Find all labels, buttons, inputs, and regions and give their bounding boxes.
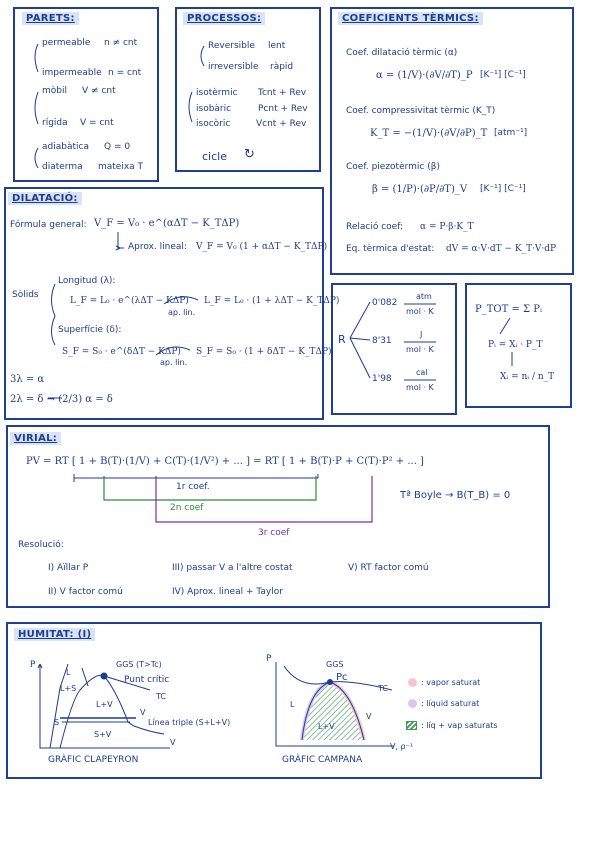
coef-3-bracket — [156, 476, 372, 522]
superficie-formula: S_F = S₀ · e^(δΔT − KΔP) — [62, 347, 181, 357]
r-unit-top: J — [420, 330, 423, 339]
humitat-title: HUMITAT: (I) — [14, 628, 95, 641]
coef-2-bracket — [104, 476, 316, 500]
r-unit-top: cal — [416, 368, 428, 377]
piezo-coef-formula: β = (1/P)·(∂P/∂T)_V — [372, 184, 468, 195]
coeficients-title: COEFICIENTS TÈRMICS: — [338, 12, 483, 25]
aprox-lineal-label: Aprox. lineal: — [128, 242, 187, 252]
eq-estat-formula: dV = α·V·dT − K_T·V·dP — [446, 244, 557, 254]
resolucio-step: II) V factor comú — [48, 587, 123, 597]
parets-item-expr: V ≠ cnt — [82, 86, 116, 96]
resolucio-label: Resolució: — [18, 540, 64, 550]
parets-item-label: permeable — [42, 38, 91, 48]
resolucio-step: I) Aïllar P — [48, 563, 89, 573]
r-unit-bottom: mol · K — [406, 383, 434, 392]
r-value: 1'98 — [372, 374, 392, 384]
resolucio-step: III) passar V a l'altre costat — [172, 563, 293, 573]
dilatacio-coef-label: Coef. dilatació tèrmic (α) — [346, 48, 458, 58]
campana-region-l: L — [290, 700, 295, 709]
compress-coef-units: [atm⁻¹] — [494, 128, 528, 138]
processos-item-expr: lent — [268, 41, 286, 51]
processos-item-expr: Pcnt + Rev — [258, 104, 308, 114]
formula-general-label: Fórmula general: — [10, 220, 87, 230]
longitud-lin-formula: L_F = L₀ · (1 + λΔT − K_TΔP) — [204, 296, 340, 306]
xi-formula: Xᵢ = nᵢ / n_T — [500, 372, 555, 382]
processos-title: PROCESSOS: — [183, 12, 265, 25]
campana-tc: TC — [378, 684, 389, 693]
processos-bracket — [201, 46, 204, 66]
r-value: 8'31 — [372, 336, 392, 346]
processos-item-label: irreversible — [208, 62, 259, 72]
parets-bracket — [35, 44, 38, 72]
clapeyron-ggs: GGS (T>Tc) — [116, 660, 162, 669]
solids-label: Sòlids — [12, 290, 39, 300]
solids-bracket — [52, 284, 56, 345]
parets-item-expr: mateixa T — [98, 162, 144, 172]
parets-item-expr: Q = 0 — [104, 142, 131, 152]
piezo-coef-units: [K⁻¹] [C⁻¹] — [480, 184, 526, 194]
boyle-temperature: Tª Boyle → B(T_B) = 0 — [400, 490, 511, 501]
relacio-formula: α = P·β·K_T — [420, 222, 474, 232]
resolucio-step: IV) Aprox. lineal + Taylor — [172, 587, 283, 597]
dilatacio-title: DILATACIÓ: — [8, 192, 82, 205]
legend-mix: : líq + vap saturats — [421, 721, 498, 730]
campana-ggs: GGS — [326, 660, 344, 669]
linia-triple: Línea triple (S+L+V) — [148, 718, 231, 727]
processos-item-expr: Tcnt + Rev — [258, 88, 307, 98]
r-symbol: R — [338, 333, 346, 346]
ap-lin-label: ap. lin. — [160, 358, 188, 367]
campana-axis-p: P — [266, 654, 272, 664]
parets-item-expr: n ≠ cnt — [104, 38, 138, 48]
pi-formula: Pᵢ = Xᵢ · P_T — [488, 340, 543, 350]
parets-bracket — [35, 92, 38, 124]
region-sv: S+V — [94, 730, 112, 739]
parets-item-label: diaterma — [42, 162, 83, 172]
r-value: 0'082 — [372, 298, 398, 308]
longitud-formula: L_F = L₀ · e^(λΔT − KΔP) — [70, 296, 189, 306]
region-l: L — [66, 668, 71, 677]
region-s: S — [54, 718, 60, 727]
ap-lin-arrow — [156, 347, 190, 355]
campana-diagram — [276, 662, 394, 746]
coef-2-label: 2n coef — [170, 503, 204, 513]
processos-item-expr: Vcnt + Rev — [256, 119, 307, 129]
aprox-arrow — [118, 232, 124, 248]
clapeyron-tc: TC — [156, 692, 167, 701]
parets-item-label: impermeable — [42, 68, 102, 78]
processos-item-label: cicle — [202, 150, 227, 163]
parets-item-expr: V = cnt — [80, 118, 114, 128]
clapeyron-punt-critic: Punt crític — [124, 675, 170, 685]
parets-title: PARETS: — [22, 12, 79, 25]
campana-region-v: V — [366, 712, 372, 721]
coef-3-label: 3r coef — [258, 528, 290, 538]
ap-lin-arrow — [164, 297, 198, 304]
region-v: V — [140, 708, 146, 717]
pressio-arrow — [500, 318, 510, 334]
region-ls: L+S — [60, 684, 77, 693]
region-lv: L+V — [96, 700, 113, 709]
longitud-label: Longitud (λ): — [58, 276, 116, 286]
r-unit-bottom: mol · K — [406, 307, 434, 316]
resolucio-step: V) RT factor comú — [348, 563, 429, 573]
campana-axis-v: V, ρ⁻¹ — [390, 742, 414, 751]
campana-pc: Pc — [336, 672, 348, 683]
superficie-label: Superfície (δ): — [58, 325, 122, 335]
clapeyron-axis-p: P — [30, 660, 36, 670]
superficie-lin-formula: S_F = S₀ · (1 + δΔT − K_TΔP) — [196, 347, 332, 357]
ptot-formula: P_TOT = Σ Pᵢ — [475, 304, 542, 315]
eq-estat-label: Eq. tèrmica d'estat: — [346, 244, 435, 254]
parets-item-label: adiabàtica — [42, 142, 89, 152]
coef-1-bracket — [74, 474, 318, 482]
processos-item-label: isotèrmic — [196, 88, 238, 98]
relacio-label: Relació coef: — [346, 222, 404, 232]
punt-critic-dot — [101, 673, 108, 680]
virial-formula: PV = RT [ 1 + B(T)·(1/V) + C(T)·(1/V²) + ... ] = RT [ 1 + B(T)·P + C(T)·P² + ... ] — [26, 456, 424, 467]
r-unit-bottom: mol · K — [406, 345, 434, 354]
campana-caption: GRÀFIC CAMPANA — [282, 755, 363, 765]
dilatacio-coef-formula: α = (1/V)·(∂V/∂T)_P — [376, 70, 473, 81]
legend-vapor: : vapor saturat — [421, 678, 481, 687]
relation-lambda-alpha: 3λ = α — [10, 374, 45, 385]
formula-general: V_F = V₀ · e^(αΔT − K_TΔP) — [94, 218, 240, 229]
aprox-lineal-formula: V_F = V₀ (1 + αΔT − K_TΔP) — [196, 242, 328, 252]
compress-coef-label: Coef. compressivitat tèrmic (K_T) — [346, 106, 496, 116]
processos-item-label: Reversible — [208, 41, 255, 51]
parets-bracket — [35, 148, 38, 168]
clapeyron-axis-v: V — [170, 738, 176, 747]
clapeyron-caption: GRÀFIC CLAPEYRON — [48, 755, 139, 765]
parets-item-label: rígida — [42, 118, 68, 128]
processos-item-label: isocòric — [196, 119, 231, 129]
dilatacio-coef-units: [K⁻¹] [C⁻¹] — [480, 70, 526, 80]
relation-lambda-delta: 2λ = δ → (2/3) α = δ — [10, 394, 113, 405]
virial-title: VIRIAL: — [10, 432, 61, 445]
coef-1-label: 1r coef. — [176, 482, 210, 492]
piezo-coef-label: Coef. piezotèrmic (β) — [346, 162, 440, 172]
cycle-icon: ↻ — [244, 147, 255, 162]
r-branches — [350, 302, 370, 378]
compress-coef-formula: K_T = −(1/V)·(∂V/∂P)_T — [370, 128, 488, 139]
ap-lin-label: ap. lin. — [168, 308, 196, 317]
processos-item-expr: ràpid — [270, 62, 294, 72]
parets-item-expr: n = cnt — [108, 68, 142, 78]
r-unit-top: atm — [416, 292, 432, 301]
processos-item-label: isobàric — [196, 104, 232, 114]
processos-bracket — [189, 92, 192, 122]
legend-liquid: : líquid saturat — [421, 699, 480, 708]
parets-item-label: mòbil — [42, 86, 67, 96]
